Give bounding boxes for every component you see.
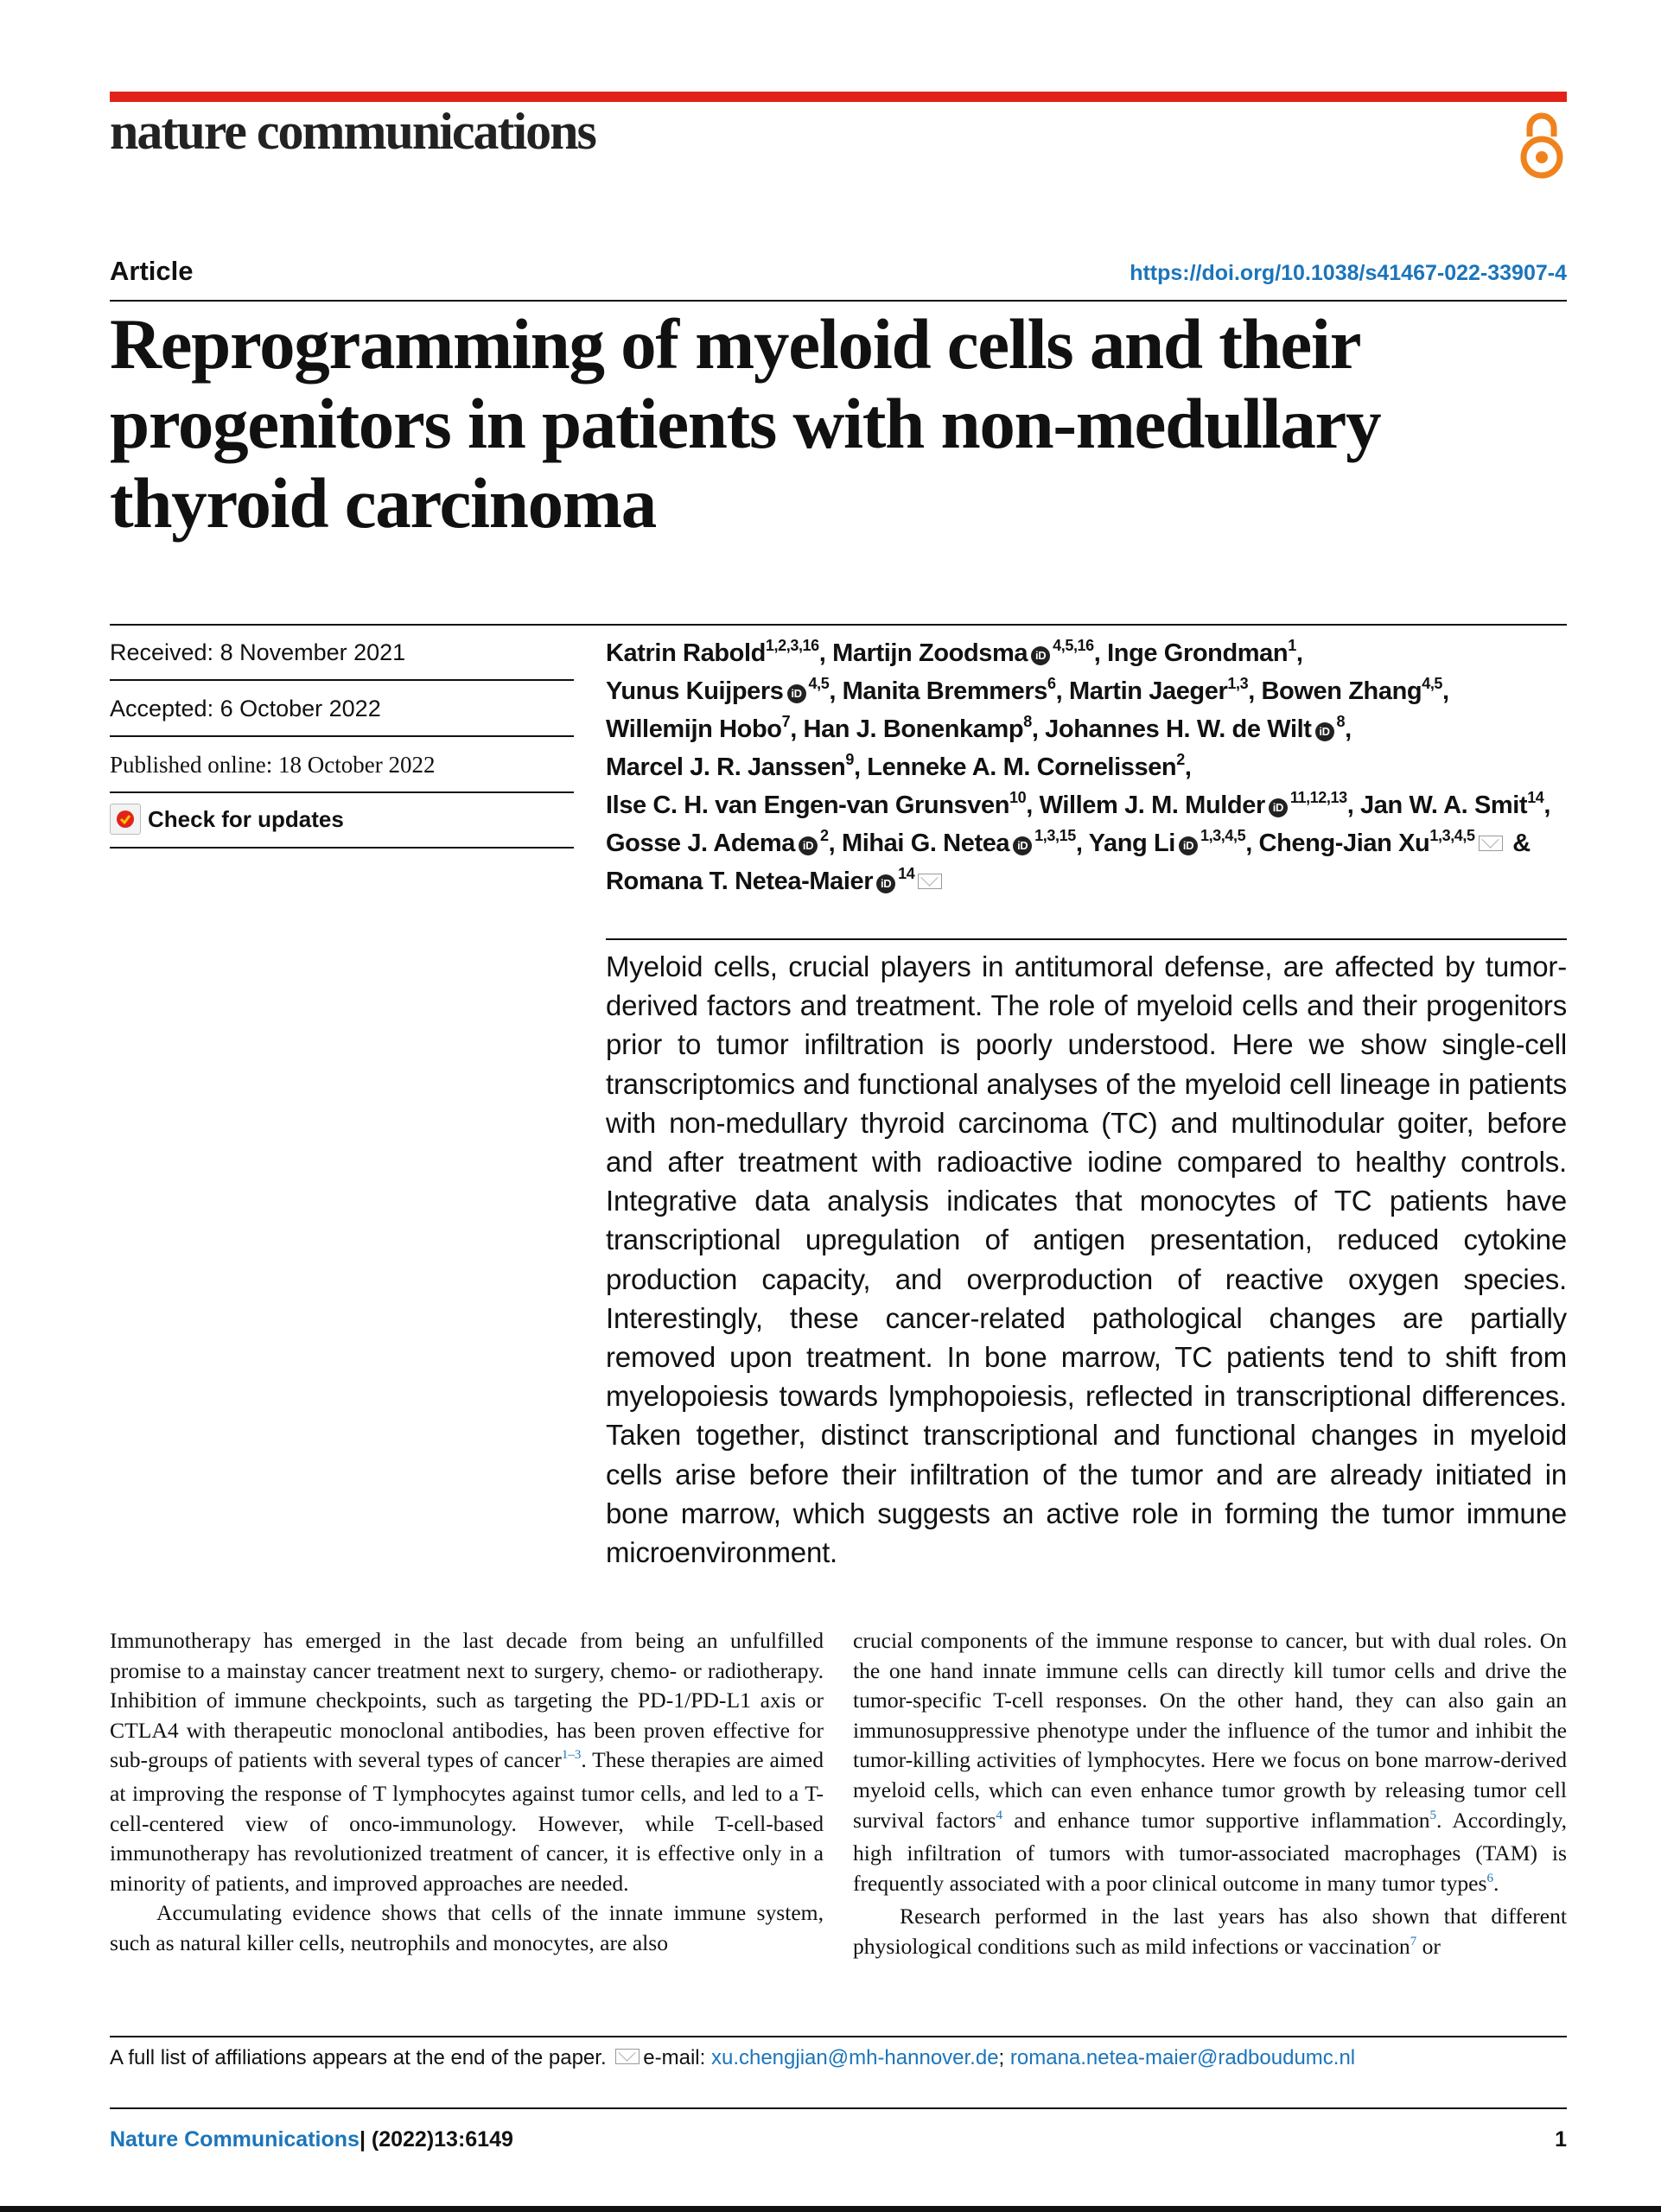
affiliations-footnote: A full list of affiliations appears at the end of the paper. e-mail: xu.chengjian@mh-hannover.de; romana.netea-maier@radboudumc.nl [110, 2046, 1356, 2069]
email-label: e-mail: [643, 2046, 711, 2069]
author-name: Manita Bremmers [842, 677, 1048, 705]
date-divider [110, 735, 574, 737]
author-name: Ilse C. H. van Engen-van Grunsven [606, 791, 1010, 819]
orcid-icon[interactable]: iD [799, 836, 818, 855]
bottom-edge [0, 2206, 1661, 2212]
author-name: Yang Li [1088, 830, 1175, 857]
date-divider [110, 847, 574, 849]
author-affiliation: 14 [898, 865, 915, 882]
author-name: Mihai G. Netea [841, 830, 1010, 857]
header-accent-bar [110, 92, 1567, 102]
citation-ref[interactable]: 5 [1429, 1808, 1436, 1822]
author-affiliation: 9 [845, 751, 854, 768]
author-affiliation: 1,3,4,5 [1429, 827, 1475, 844]
citation-ref[interactable]: 1–3 [561, 1748, 582, 1763]
author-name: Willemijn Hobo [606, 715, 782, 743]
author-affiliation: 4,5 [808, 675, 830, 692]
body-paragraph: Research performed in the last years has also shown that different physiological conditions such as mild infections or vaccination$^7$ or [853, 1904, 1567, 1959]
author-affiliation: 1 [1288, 637, 1296, 654]
accepted-date: Accepted: 6 October 2022 [110, 696, 381, 721]
date-divider [110, 679, 574, 681]
author-name: Willem J. M. Mulder [1039, 791, 1265, 819]
author-affiliation: 2 [819, 827, 829, 844]
author-affiliation: 7 [781, 713, 791, 730]
email-icon[interactable] [918, 874, 942, 889]
footer-volume: | (2022)13:6149 [359, 2127, 513, 2152]
footer-citation [110, 2127, 513, 2152]
body-column-left [110, 1626, 824, 1959]
author-affiliation: 1,3,4,5 [1200, 827, 1246, 844]
footnote-divider [110, 2036, 1567, 2037]
abstract-divider [606, 938, 1567, 940]
abstract: Myeloid cells, crucial players in antitumoral defense, are affected by tumor-derived factors and treatment. The role of myeloid cells and their progenitors prior to tumor infiltration is poorly understood. Here we show single-cell transcriptomics and functional analyses of the myeloid cell lineage in patients with non-medullary thyroid carcinoma (TC) and multinodular goiter, before and after treatment with radioactive iodine compared to healthy controls. Integrative data analysis indicates that monocytes of TC patients have transcriptional upregulation of antigen presentation, reduced cytokine production capacity, and overproduction of reactive oxygen species. Interestingly, these cancer-related pathological changes are partially removed upon treatment. In bone marrow, TC patients tend to shift from myelopoiesis towards lymphopoiesis, reflected in transcriptional differences. Taken together, distinct transcriptional and functional changes in myeloid cells arise before their infiltration of the tumor and are already initiated in bone marrow, which suggests an active role in forming the tumor immune microenvironment. [606, 950, 1567, 1569]
body-paragraph: Accumulating evidence shows that cells of the innate immune system, such as natural killer cells, neutrophils and monocytes, are also [110, 1900, 824, 1955]
crossmark-icon [110, 804, 141, 835]
author-affiliation: 1,3,15 [1034, 827, 1076, 844]
email-icon [615, 2049, 640, 2064]
body-column-right [853, 1626, 1567, 1966]
orcid-icon[interactable]: iD [1269, 798, 1288, 817]
body-paragraph: crucial components of the immune response to cancer, but with dual roles. On the one hand innate immune cells can directly kill tumor cells and drive the tumor-specific T-cell responses. On the other hand, they can also gain an immunosuppressive phenotype under the influence of the tumor and inhibit the tumor-killing activities of lymphocytes. Here we focus on bone marrow-derived myeloid cells, which can even enhance tumor growth by releasing tumor cell survival factors$^4$ and enhance tumor supportive inflammation$^5$. Accordingly, high infiltration of tumors with tumor-associated macrophages (TAM) is frequently associated with a poor clinical outcome in many tumor types$^6$. [853, 1628, 1567, 1896]
author-list: Katrin Rabold$^{1,2,3,16}$, Martijn Zoodsma iD$^{4,5,16}$, Inge Grondman$^1$, Yunus Kuijpers iD$^{4,5}$, Manita Bremmers$^6$, Martin Jaeger$^{1,3}$, Bowen Zhang$^{4,5}$, Willemijn Hobo$^7$, Han J. Bonenkamp$^8$, Johannes H. W. de Wilt iD$^8$, Marcel J. R. Janssen$^9$, Lenneke A. M. Cornelissen$^2$, Ilse C. H. van Engen-van Grunsven$^{10}$, Willem J. M. Mulder iD$^{11,12,13}$, Jan W. A. Smit$^{14}$, Gosse J. Adema iD$^2$, Mihai G. Netea iD$^{1,3,15}$, Yang Li iD$^{1,3,4,5}$, Cheng-Jian Xu$^{1,3,4,5}$ & Romana T. Netea-Maier iD$^{14}$ [606, 637, 1551, 895]
published-date: Published online: 18 October 2022 [110, 752, 436, 778]
author-affiliation: 14 [1527, 789, 1544, 806]
check-for-updates-label: Check for updates [148, 805, 344, 832]
title-line: thyroid carcinoma [110, 463, 656, 543]
body-paragraph: Immunotherapy has emerged in the last decade from being an unfulfilled promise to a mainstay cancer treatment next to surgery, chemo- or radiotherapy. Inhibition of immune checkpoints, such as targeting the PD-1/PD-L1 axis or CTLA4 with therapeutic monoclonal antibodies, has been proven effective for sub-groups of patients with several types of cancer$^{1-3}$. These therapies are aimed at improving the response of T lymphocytes against tumor cells, and led to a T-cell-centered view of onco-immunology. However, while T-cell-based immunotherapy has revolutionized treatment of cancer, it is effective only in a minority of patients, and improved approaches are needed. [110, 1628, 824, 1896]
author-name: Lenneke A. M. Cornelissen [867, 753, 1177, 781]
citation-ref[interactable]: 4 [996, 1808, 1002, 1822]
author-name: Yunus Kuijpers [606, 677, 784, 705]
orcid-icon[interactable]: iD [876, 874, 895, 893]
author-affiliation: 2 [1176, 751, 1185, 768]
author-affiliation: 6 [1047, 675, 1056, 692]
author-name: Bowen Zhang [1261, 677, 1422, 705]
article-type-label: Article [110, 256, 194, 286]
author-name: Martijn Zoodsma [832, 639, 1028, 667]
author-name: Inge Grondman [1107, 639, 1289, 667]
article-title [110, 304, 1579, 543]
author-affiliation: 4,5 [1422, 675, 1443, 692]
orcid-icon[interactable]: iD [1013, 836, 1032, 855]
author-affiliation: 1,3 [1227, 675, 1249, 692]
author-affiliation: 10 [1009, 789, 1027, 806]
citation-ref[interactable]: 6 [1486, 1871, 1493, 1885]
author-affiliation: 11,12,13 [1289, 789, 1347, 806]
author-affiliation: 4,5,16 [1053, 637, 1094, 654]
title-line: Reprogramming of myeloid cells and their [110, 304, 1361, 384]
author-name: Cheng-Jian Xu [1258, 830, 1430, 857]
received-date: Received: 8 November 2021 [110, 639, 406, 665]
author-name: Han J. Bonenkamp [803, 715, 1024, 743]
journal-name: nature communications [110, 103, 595, 160]
author-affiliation: 1,2,3,16 [765, 637, 819, 654]
open-access-icon [1518, 111, 1566, 181]
citation-ref[interactable]: 7 [1410, 1934, 1417, 1948]
footnote-text: A full list of affiliations appears at the end of the paper. [110, 2046, 607, 2069]
orcid-icon[interactable]: iD [1031, 646, 1050, 665]
author-name: Marcel J. R. Janssen [606, 753, 846, 781]
author-name: Martin Jaeger [1068, 677, 1228, 705]
orcid-icon[interactable]: iD [1315, 722, 1334, 741]
email-link[interactable]: xu.chengjian@mh-hannover.de [710, 2046, 999, 2069]
check-for-updates-button[interactable] [110, 803, 344, 836]
orcid-icon[interactable]: iD [1179, 836, 1198, 855]
footer-journal-link[interactable]: Nature Communications [110, 2127, 360, 2152]
footer-divider [110, 2107, 1567, 2109]
title-line: progenitors in patients with non-medullary [110, 384, 1381, 463]
orcid-icon[interactable]: iD [787, 684, 806, 703]
author-name: Jan W. A. Smit [1360, 791, 1528, 819]
author-name: Gosse J. Adema [606, 830, 795, 857]
email-link[interactable]: romana.netea-maier@radboudumc.nl [1009, 2046, 1356, 2069]
doi-link[interactable]: https://doi.org/10.1038/s41467-022-33907-4 [1130, 261, 1567, 285]
author-name: Romana T. Netea-Maier [606, 868, 874, 895]
title-divider [110, 300, 1567, 302]
author-name: Johannes H. W. de Wilt [1045, 715, 1312, 743]
author-name: Katrin Rabold [606, 639, 766, 667]
author-affiliation: 8 [1336, 713, 1346, 730]
email-icon[interactable] [1479, 836, 1503, 851]
date-divider [110, 791, 574, 793]
metadata-divider [110, 624, 1567, 626]
author-affiliation: 8 [1023, 713, 1032, 730]
page-number: 1 [1555, 2127, 1567, 2152]
